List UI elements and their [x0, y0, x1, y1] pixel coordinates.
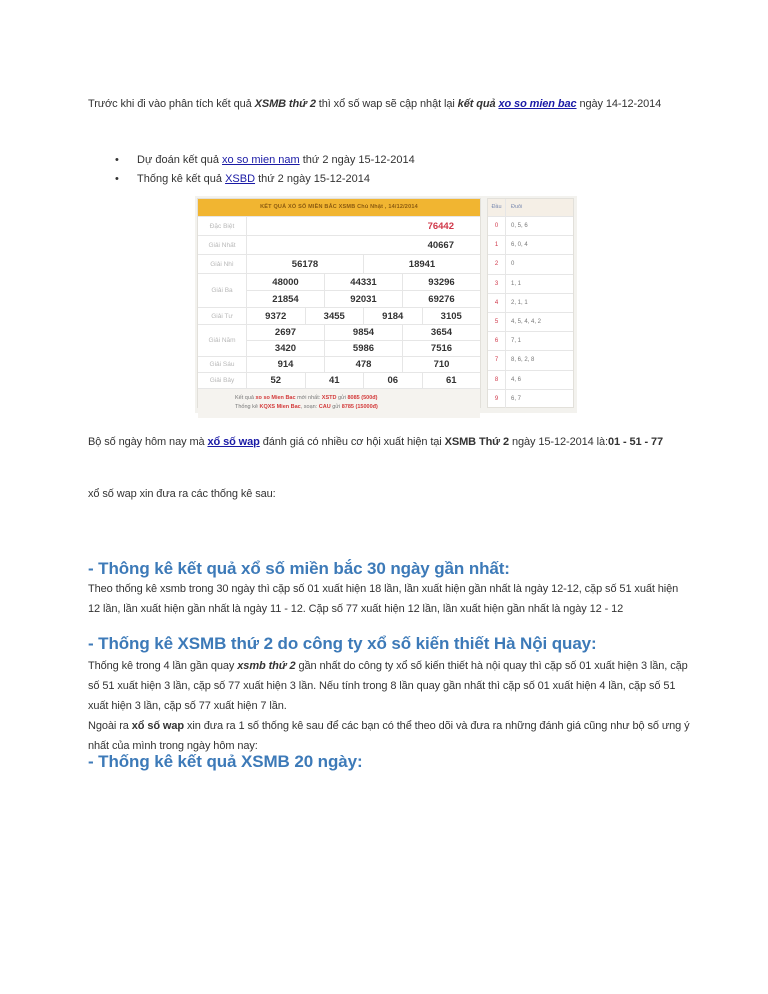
- prize-row-giai-ba: Giải Ba 48000 44331 93296 21854 92031 69276: [198, 273, 480, 307]
- prize-row-giai-nhi: Giải Nhì 56178 18941: [198, 254, 480, 273]
- predicted-numbers: 01 - 51 - 77: [607, 436, 664, 448]
- results-table: [197, 198, 481, 408]
- loto-row: 1 6, 0, 4: [488, 235, 573, 254]
- loto-row: 8 4, 6: [488, 370, 573, 389]
- lottery-results-image: [195, 196, 577, 413]
- extra-paragraph: Ngoài ra xổ số wap xin đưa ra 1 số thống kê sau để các bạn có thể theo dõi và đưa ra những đánh giá cũng như bộ số ưng ý nhất của mình trong ngày hôm nay:: [88, 720, 690, 752]
- xsmb-thu-2-bold: XSMB thứ 2: [254, 98, 316, 110]
- prize-row-giai-nhat: Giải Nhất 40667: [198, 235, 480, 254]
- xo-so-mien-nam-link[interactable]: xo so mien nam: [222, 154, 300, 166]
- related-links-list: [88, 151, 693, 189]
- loto-row: 6 7, 1: [488, 331, 573, 350]
- loto-row: 4 2, 1, 1: [488, 293, 573, 312]
- section-heading-30-days: - Thông kê kết quả xổ số miền bắc 30 ngày gần nhất:: [88, 559, 510, 578]
- prize-row-giai-sau: Giải Sáu 914 478 710: [198, 356, 480, 372]
- loto-row: 3 1, 1: [488, 274, 573, 293]
- loto-row: 5 4, 5, 4, 4, 2: [488, 312, 573, 331]
- loto-row: 7 8, 6, 2, 8: [488, 350, 573, 369]
- sms-note: Kết quả xo so Mien Bac mới nhất: XSTD gửi 8085 (500đ) Thống kê KQXS Mien Bac, soạn: CAU gửi 8785 (15000đ): [198, 388, 480, 418]
- section-heading-20-days: - Thống kê kết quả XSMB 20 ngày:: [88, 752, 363, 771]
- special-prize-number: 76442: [427, 220, 454, 232]
- results-title: KẾT QUẢ XỔ SỐ MIỀN BẮC XSMB Chủ Nhật , 14/12/2014: [198, 199, 480, 216]
- section-heading-thu-2: - Thống kê XSMB thứ 2 do công ty xổ số kiến thiết Hà Nội quay:: [88, 634, 597, 653]
- list-item: • Dự đoán kết quả xo so mien nam thứ 2 ngày 15-12-2014: [88, 151, 693, 170]
- xsbd-link[interactable]: XSBD: [225, 173, 256, 185]
- prize-row-dac-biet: Đặc Biệt 76442: [198, 216, 480, 235]
- prediction-paragraph: Bộ số ngày hôm nay mà xổ số wap đánh giá có nhiều cơ hội xuất hiện tại XSMB Thứ 2 ngày 15-12-2014 là:01 - 51 - 77: [88, 436, 664, 448]
- prize-row-giai-tu: Giải Tư 9372 3455 9184 3105: [198, 307, 480, 324]
- xo-so-wap-link[interactable]: xổ số wap: [207, 436, 260, 448]
- loto-row: 2 0: [488, 254, 573, 273]
- lead-text: xổ số wap xin đưa ra các thống kê sau:: [88, 488, 276, 500]
- loto-head-tail-table: Đầu Đuôi 0 0, 5, 6 1 6, 0, 4 2 0 3 1, 1 4 2, 1, 1 5 4, 5, 4, 4, 2 6 7, 1 7 8, 6, 2, 8 8 4, 6 9 6, 7: [487, 198, 574, 408]
- intro-paragraph: Trước khi đi vào phân tích kết quả XSMB thứ 2 thì xổ số wap sẽ cập nhật lại kết quả xo so mien bac ngày 14-12-2014: [88, 98, 662, 110]
- loto-row: 0 0, 5, 6: [488, 216, 573, 235]
- loto-row: 9 6, 7: [488, 389, 573, 408]
- list-item: • Thống kê kết quả XSBD thứ 2 ngày 15-12-2014: [88, 170, 693, 189]
- section-body-30-days: Theo thống kê xsmb trong 30 ngày thì cặp số 01 xuất hiện 18 lần, lần xuất hiện gần nhất là ngày 12-12, cặp số 51 xuất hiện 12 lần, lần xuất hiện gần nhất là ngày 11 - 12. Cặp số 77 xuất hiện 12 lần, lần xuất hiện gần nhất là ngày 12 - 12: [88, 583, 679, 615]
- prize-row-giai-bay: Giải Bảy 52 41 06 61: [198, 372, 480, 388]
- prize-row-giai-nam: Giải Năm 2697 9854 3654 3420 5986 7516: [198, 324, 480, 356]
- section-body-thu-2: Thống kê trong 4 lần gần quay xsmb thứ 2 gần nhất do công ty xổ số kiến thiết hà nội quay thì cặp số 01 xuất hiện 3 lần, cặp số 51 xuất hiện 3 lần, cặp số 77 xuất hiện 3 lần. Nếu tính trong 8 lần quay gần nhất thì cặp số 01 xuất hiện 4 lần, cặp số 51 xuất hiện 3 lần, cặp số 77 xuất hiện 7 lần.: [88, 660, 688, 712]
- xo-so-mien-bac-link[interactable]: xo so mien bac: [498, 98, 577, 110]
